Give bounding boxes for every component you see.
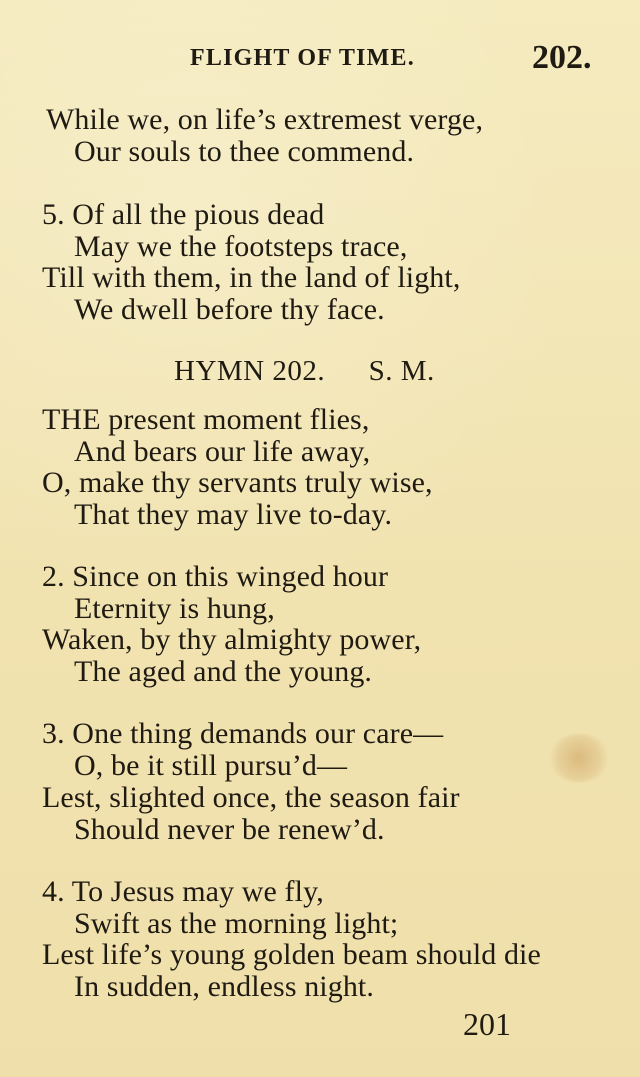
stanza-1-line-3: O, make thy servants truly wise, [42,466,433,499]
hymn-heading [174,355,435,388]
running-header-title: FLIGHT OF TIME. [190,45,415,71]
hymn-201-line-2: Our souls to thee commend. [74,135,415,168]
stanza-2-line-3: Waken, by thy almighty power, [42,623,422,656]
hymn-201-line-4: May we the footsteps trace, [74,230,408,263]
running-header-number: 202. [532,39,592,76]
stanza-3-line-2: O, be it still pursu’d— [74,749,348,782]
hymn-201-line-1: While we, on life’s extremest verge, [46,103,484,136]
stanza-3-line-3: Lest, slighted once, the season fair [42,781,460,814]
hymn-201-line-5: Till with them, in the land of light, [42,261,461,294]
stanza-2-line-2: Eternity is hung, [74,592,275,625]
stanza-4-line-2: Swift as the morning light; [74,907,399,940]
stanza-1-line-1: THE present moment flies, [42,403,370,436]
stanza-4-line-4: In sudden, endless night. [74,970,374,1003]
paper-stain [548,734,610,782]
hymn-201-line-3: 5. Of all the pious dead [42,198,325,231]
hymn-title: HYMN 202. [174,355,326,387]
footer-page-number: 201 [463,1006,511,1042]
stanza-3-line-4: Should never be renew’d. [74,813,385,846]
stanza-4-line-1: 4. To Jesus may we fly, [42,875,324,908]
hymn-201-line-6: We dwell before thy face. [74,293,385,326]
stanza-3-line-1: 3. One thing demands our care— [42,717,444,750]
stanza-2-line-1: 2. Since on this winged hour [42,560,389,593]
stanza-1-line-4: That they may live to-day. [74,498,393,531]
stanza-2-line-4: The aged and the young. [74,655,373,688]
stanza-4-line-3: Lest life’s young golden beam should die [42,938,541,971]
hymn-meter: S. M. [368,355,435,387]
stanza-1-line-2: And bears our life away, [74,435,371,468]
